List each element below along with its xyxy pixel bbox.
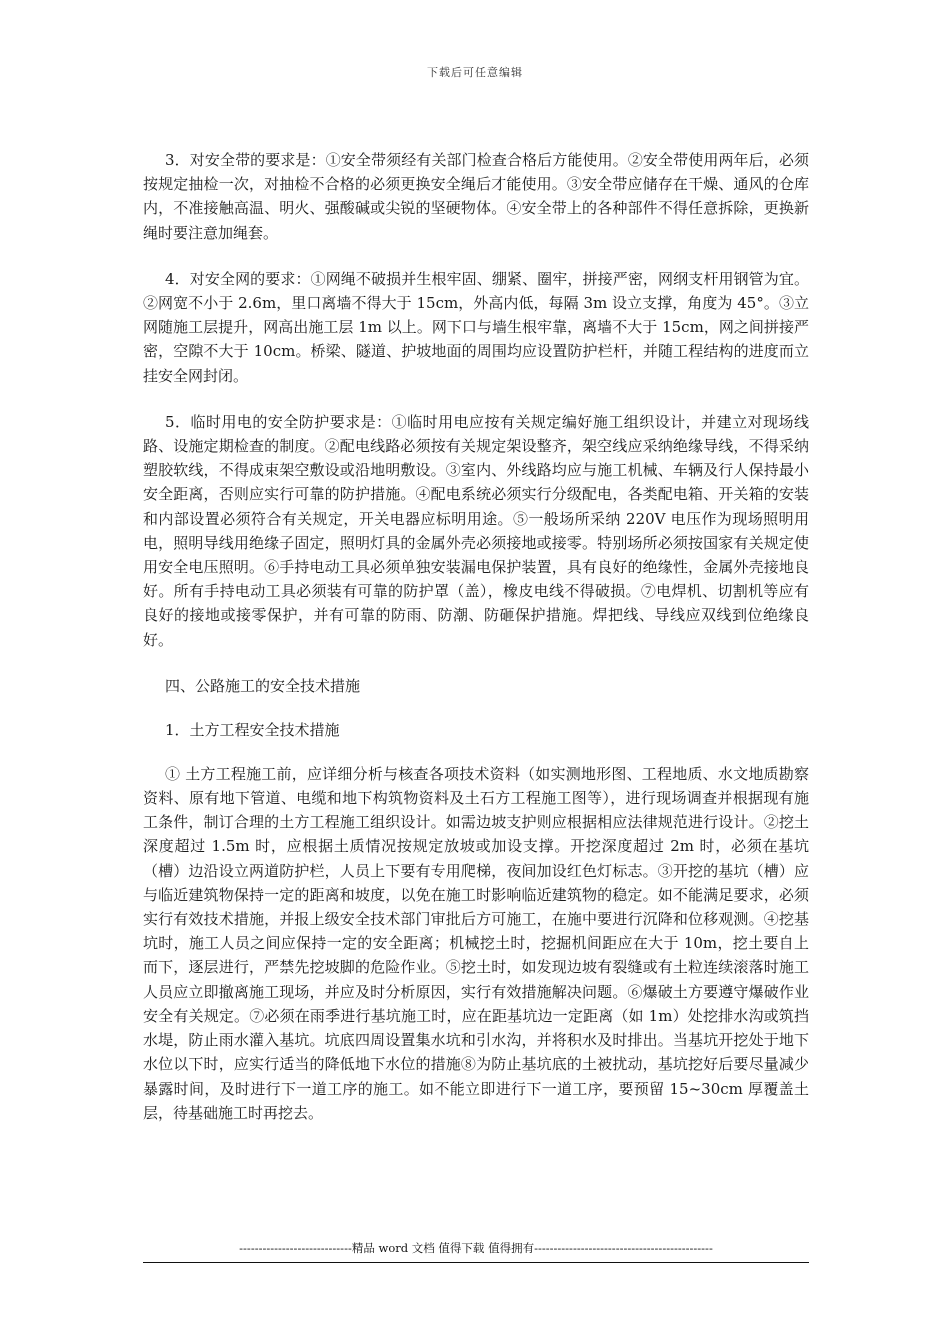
paragraph-safety-belt: 3．对安全带的要求是：①安全带须经有关部门检查合格后方能使用。②安全带使用两年后，必须按规定抽检一次，对抽检不合格的必须更换安全绳后才能使用。③安全带应储存在干燥、通风的仓库内，不准接触高温、明火、强酸碱或尖锐的坚硬物体。④安全带上的各种部件不得任意拆除，更换新绳时要注意加绳套。: [143, 151, 809, 242]
page-footer: -----------------------------精品 word 文档 值得下载 值得拥有----------------------------------------------: [239, 1241, 713, 1255]
paragraph-temporary-power: 5．临时用电的安全防护要求是：①临时用电应按有关规定编好施工组织设计，并建立对现场线路、设施定期检查的制度。②配电线路必须按有关规定架设整齐，架空线应采纳绝缘导线，不得采纳塑胶软线，不得成束架空敷设或沿地明敷设。③室内、外线路均应与施工机械、车辆及行人保持最小安全距离，否则应实行可靠的防护措施。④配电系统必须实行分级配电，各类配电箱、开关箱的安装和内部设置必须符合有关规定，开关电器应标明用途。⑤一般场所采纳 220V 电压作为现场照明用电，照明导线用绝缘子固定，照明灯具的金属外壳必须接地或接零。特别场所必须按国家有关规定使用安全电压照明。⑥手持电动工具必须单独安装漏电保护装置，具有良好的绝缘性，金属外壳接地良好。所有手持电动工具必须装有可靠的防护罩（盖），橡皮电线不得破损。⑦电焊机、切割机等应有良好的接地或接零保护，并有可靠的防雨、防潮、防砸保护措施。焊把线、导线应双线到位绝缘良好。: [143, 412, 809, 649]
paragraph-spacer: [143, 652, 809, 674]
document-body: [143, 148, 809, 1125]
paragraph-spacer: [143, 698, 809, 718]
section-heading: 四、公路施工的安全技术措施: [165, 676, 361, 695]
footer-divider: [143, 1262, 809, 1263]
paragraph-earthwork: ① 土方工程施工前，应详细分析与核查各项技术资料（如实测地形图、工程地质、水文地质勘察资料、原有地下管道、电缆和地下构筑物资料及土石方工程施工图等），进行现场调查并根据现有施工条件，制订合理的土方工程施工组织设计。如需边坡支护则应根据相应法律规范进行设计。②挖土深度超过 1.5m 时，应根据土质情况按规定放坡或加设支撑。开挖深度超过 2m 时，必须在基坑（槽）边沿设立两道防护栏，人员上下要有专用爬梯，夜间加设红色灯标志。③开挖的基坑（槽）应与临近建筑物保持一定的距离和坡度，以免在施工时影响临近建筑物的稳定。如不能满足要求，必须实行有效技术措施，并报上级安全技术部门审批后方可施工，在施中要进行沉降和位移观测。④挖基坑时，施工人员之间应保持一定的安全距离；机械挖土时，挖掘机间距应在大于 10m，挖土要自上而下，逐层进行，严禁先挖坡脚的危险作业。⑤挖土时，如发现边坡有裂缝或有土粒连续滚落时施工人员应立即撤离施工现场，并应及时分析原因，实行有效措施解决问题。⑥爆破土方要遵守爆破作业安全有关规定。⑦必须在雨季进行基坑施工时，应在距基坑边一定距离（如 1m）处挖排水沟或筑挡水堤，防止雨水灌入基坑。坑底四周设置集水坑和引水沟，并将积水及时排出。当基坑开挖处于地下水位以下时，应实行适当的降低地下水位的措施⑧为防止基坑底的土被扰动，基坑挖好后要尽量减少暴露时间，及时进行下一道工序的施工。如不能立即进行下一道工序，要预留 15~30cm 厚覆盖土层，待基础施工时再挖去。: [143, 764, 809, 1122]
subsection-heading: 1．土方工程安全技术措施: [165, 720, 340, 739]
page-header: 下载后可任意编辑: [427, 66, 523, 79]
paragraph-spacer: [143, 742, 809, 762]
paragraph-spacer: [143, 245, 809, 267]
paragraph-spacer: [143, 388, 809, 410]
paragraph-safety-net: 4．对安全网的要求：①网绳不破损并生根牢固、绷紧、圈牢，拼接严密，网纲支杆用钢管为宜。②网宽不小于 2.6m，里口离墙不得大于 15cm，外高内低，每隔 3m 设立支撑，角度为 45°。③立网随施工层提升，网高出施工层 1m 以上。网下口与墙生根牢靠，离墙不大于 15cm，网之间拼接严密，空隙不大于 10cm。桥梁、隧道、护坡地面的周围均应设置防护栏杆，并随工程结构的进度而立挂安全网封闭。: [143, 269, 809, 385]
